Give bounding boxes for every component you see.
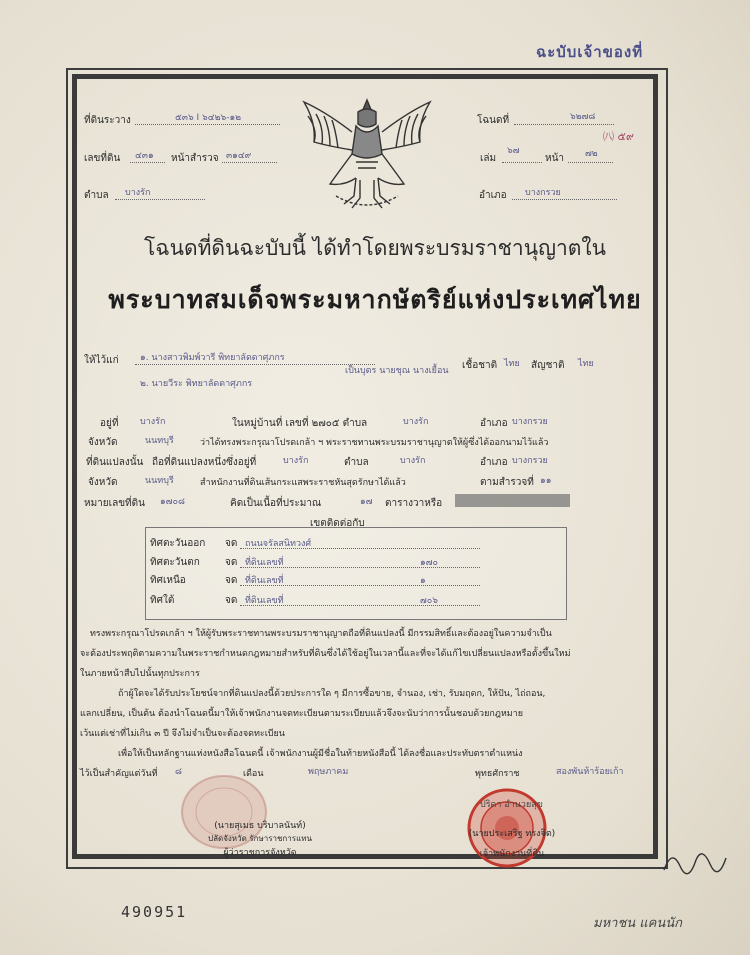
residence-amphoe-value: บางกรวย (512, 417, 548, 427)
land-amphoe-label: อำเภอ (480, 457, 508, 468)
deed-no-label: โฉนดที่ (477, 115, 510, 126)
page-label: หน้า (545, 153, 565, 164)
amphoe-value: บางกรวย (525, 188, 561, 198)
body-line-5: แลกเปลี่ยน, เป็นต้น ต้องนำโฉนดนี้มาให้เจ้าพนักงานจดทะเบียนตามระเบียบแล้วจึงจะนับว่าการนั้นชอบด้วยกฎหมาย (80, 709, 524, 719)
boundary-number: ๑ (420, 576, 426, 586)
boundary-value: ที่ดินเลขที่ (245, 596, 284, 606)
land-location-label: ที่ดินแปลงนั้น (86, 457, 144, 468)
right-signatory-name: (นายประเสริฐ ทรงจิต) (468, 829, 556, 839)
margin-red-annotation: ㈧ ๕๙ (603, 130, 634, 143)
village-text: ในหมู่บ้านที่ เลขที่ ๒๗๐๕ ตำบล (232, 418, 368, 429)
land-tambon-value: บางรัก (400, 456, 426, 466)
deed-no-value: ๖๒๗๘ (570, 112, 596, 122)
amphoe-label: อำเภอ (479, 190, 507, 201)
land-number-label: เลขที่ดิน (84, 153, 121, 164)
dotted-line (135, 364, 375, 365)
document-serial-number: 490951 (121, 903, 188, 921)
plot-number-label: หมายเลขที่ดิน (84, 498, 145, 509)
land-amphoe-value: บางกรวย (512, 456, 548, 466)
body-line-4: ถ้าผู้ใดจะได้รับประโยชน์จากที่ดินแปลงนี้ด้วยประการใด ๆ มีการซื้อขาย, จำนอง, เช่า, รับมฤดก, ให้ปัน, ไถ่ถอน, (118, 689, 546, 699)
left-signatory-title1: ปลัดจังหวัด รักษาราชการแทน (208, 834, 312, 843)
plot-number-value: ๑๗๐๘ (160, 497, 185, 507)
owner2-name: ๒. นายวีระ พิทยาลัดดาศุภกร (140, 379, 253, 389)
dotted-line (222, 162, 277, 163)
land-location-value: บางรัก (283, 456, 309, 466)
land-tambon-label: ตำบล (344, 457, 369, 468)
margin-signature (660, 840, 730, 880)
royal-grant-text: ว่าได้ทรงพระกรุณาโปรดเกล้า ฯ พระราชทานพระบรมราชานุญาตให้ผู้ซึ่งได้ออกนามไว้แล้ว (200, 438, 549, 448)
left-signatory-title2: ผู้ว่าราชการจังหวัด (223, 848, 297, 858)
dotted-line (135, 124, 280, 125)
body-line-6: เว้นแต่เช่าที่ไม่เกิน ๓ ปี จึงไม่จำเป็นจะต้องจดทะเบียน (80, 729, 285, 739)
boundary-direction: ทิศเหนือ (150, 575, 186, 586)
boundary-prefix: จด (225, 538, 238, 549)
dotted-line (240, 585, 480, 586)
province-value: นนทบุรี (145, 436, 174, 446)
volume-value: ๖๗ (507, 146, 520, 156)
issue-date-label: ไว้เป็นสำคัญแต่วันที่ (80, 769, 158, 779)
dotted-line (130, 162, 165, 163)
boundary-direction: ทิศตะวันออก (150, 538, 206, 549)
dotted-line (502, 162, 542, 163)
residence-label: อยู่ที่ (100, 418, 119, 429)
issue-year-label: พุทธศักราช (475, 769, 520, 779)
issue-day: ๘ (175, 767, 182, 777)
boundary-box (145, 527, 567, 620)
land-position-label: ที่ดินระวาง (84, 115, 131, 126)
body-line-3: ในภายหน้าสืบไปนั้นทุกประการ (80, 669, 200, 679)
owner-copy-stamp: ฉะบับเจ้าของที่ (536, 43, 644, 61)
area-value: ๑๗ (360, 497, 373, 507)
body-line-1: ทรงพระกรุณาโปรดเกล้า ฯ ให้ผู้รับพระราชทานพระบรมราชานุญาตถือที่ดินแปลงนี้ มีกรรมสิทธิ์และต้องอยู่ในความจำเป็น (90, 629, 552, 639)
survey-page-value: ๓๑๔๙ (226, 151, 252, 161)
volume-label: เล่ม (480, 153, 497, 164)
land-number-value: ๔๓๑ (135, 151, 154, 161)
survey-number-label: ตามสำรวจที่ (480, 477, 534, 488)
issue-year: สองพันห้าร้อยเก้า (556, 767, 624, 777)
survey-office-text: สำหนักงานที่ดินเส้นกระแสพระราชหันสุดรักษาได้แล้ว (200, 478, 406, 488)
right-signatory (462, 826, 562, 860)
survey-page-label: หน้าสำรวจ (171, 153, 219, 164)
boundary-prefix: จด (225, 575, 238, 586)
right-signatory-title: เจ้าพนักงานที่ดิน (479, 849, 545, 859)
owner1-parents: เป็นบุตร นายชุณ นางเยื้อน (345, 366, 449, 376)
race-label: เชื้อชาติ (462, 360, 498, 371)
dotted-line (240, 548, 480, 549)
dotted-line (512, 199, 617, 200)
boundary-number: ๗๐๖ (420, 596, 438, 606)
land-province-value: นนทบุรี (145, 476, 174, 486)
dotted-line (240, 605, 480, 606)
boundary-value: ที่ดินเลขที่ (245, 576, 284, 586)
body-line-7: เพื่อให้เป็นหลักฐานแห่งหนังสือโฉนดนี้ เจ้าพนักงานผู้มีชื่อในท้ายหนังสือนี้ ได้ลงชื่อและประทับตราตำแหน่ง (118, 749, 523, 759)
dotted-line (514, 124, 614, 125)
boundary-prefix: จด (225, 557, 238, 568)
grant-label: ให้ไว้แก่ (84, 355, 119, 366)
land-location-text: ถือที่ดินแปลงหนึ่งซึ่งอยู่ที่ (152, 457, 257, 468)
nationality-value: ไทย (578, 359, 594, 369)
province-label: จังหวัด (88, 437, 118, 448)
boundary-value: ถนนจรัลสนิทวงศ์ (245, 539, 312, 549)
issue-month-label: เดือน (243, 769, 264, 779)
land-position-value: ๕๓๖ I ๖๔๒๖-๑๒ (175, 113, 242, 123)
survey-number-value: ๑๑ (540, 476, 552, 486)
dotted-line (568, 162, 613, 163)
race-value: ไทย (504, 359, 520, 369)
dotted-line (115, 199, 205, 200)
owner1-name: ๑. นางสาวพิมพ์วารี พิทยาลัดดาศุภกร (140, 353, 285, 363)
dotted-line (240, 567, 480, 568)
deed-title-line1: โฉนดที่ดินฉะบับนี้ ได้ทำโดยพระบรมราชานุญาตใน (144, 236, 606, 260)
land-province-label: จังหวัด (88, 477, 118, 488)
residence-amphoe-label: อำเภอ (480, 418, 508, 429)
boundary-title: เขตติดต่อกับ (310, 518, 365, 529)
tambon-value: บางรัก (125, 188, 151, 198)
boundary-direction: ทิศใต้ (150, 595, 175, 606)
left-signatory (195, 818, 325, 859)
nationality-label: สัญชาติ (531, 360, 565, 371)
garuda-emblem (296, 92, 438, 222)
village-tambon: บางรัก (403, 417, 429, 427)
residence-value: บางรัก (140, 417, 166, 427)
deed-title-line2: พระบาทสมเด็จพระมหากษัตริย์แห่งประเทศไทย (108, 285, 642, 314)
body-line-2: จะต้องประพฤติตามความในพระราชกำหนดกฎหมายสำหรับที่ดินซึ่งได้ใช้อยู่ในเวลานี้และที่จะได้แก้ไขเปลี่ยนแปลงหรือตั้งขึ้นใหม่ (80, 649, 571, 659)
boundary-direction: ทิศตะวันตก (150, 557, 200, 568)
area-unit: ตารางวาหรือ (385, 498, 443, 509)
tambon-label: ตำบล (84, 190, 109, 201)
left-signatory-name: (นายสุเมธ บริบาลนันท์) (214, 821, 306, 831)
issue-month: พฤษภาคม (308, 767, 349, 777)
boundary-value: ที่ดินเลขที่ (245, 558, 284, 568)
boundary-prefix: จด (225, 595, 238, 606)
right-signature-mark: ปริดา อำนวยสุข (480, 800, 543, 810)
area-text: คิดเป็นเนื้อที่ประมาณ (230, 498, 322, 509)
handwritten-note: มหาชน แคนนัก (593, 916, 683, 931)
page-value: ๗๒ (585, 149, 598, 159)
boundary-number: ๑๗๐ (420, 558, 438, 568)
redacted-area (455, 494, 570, 507)
